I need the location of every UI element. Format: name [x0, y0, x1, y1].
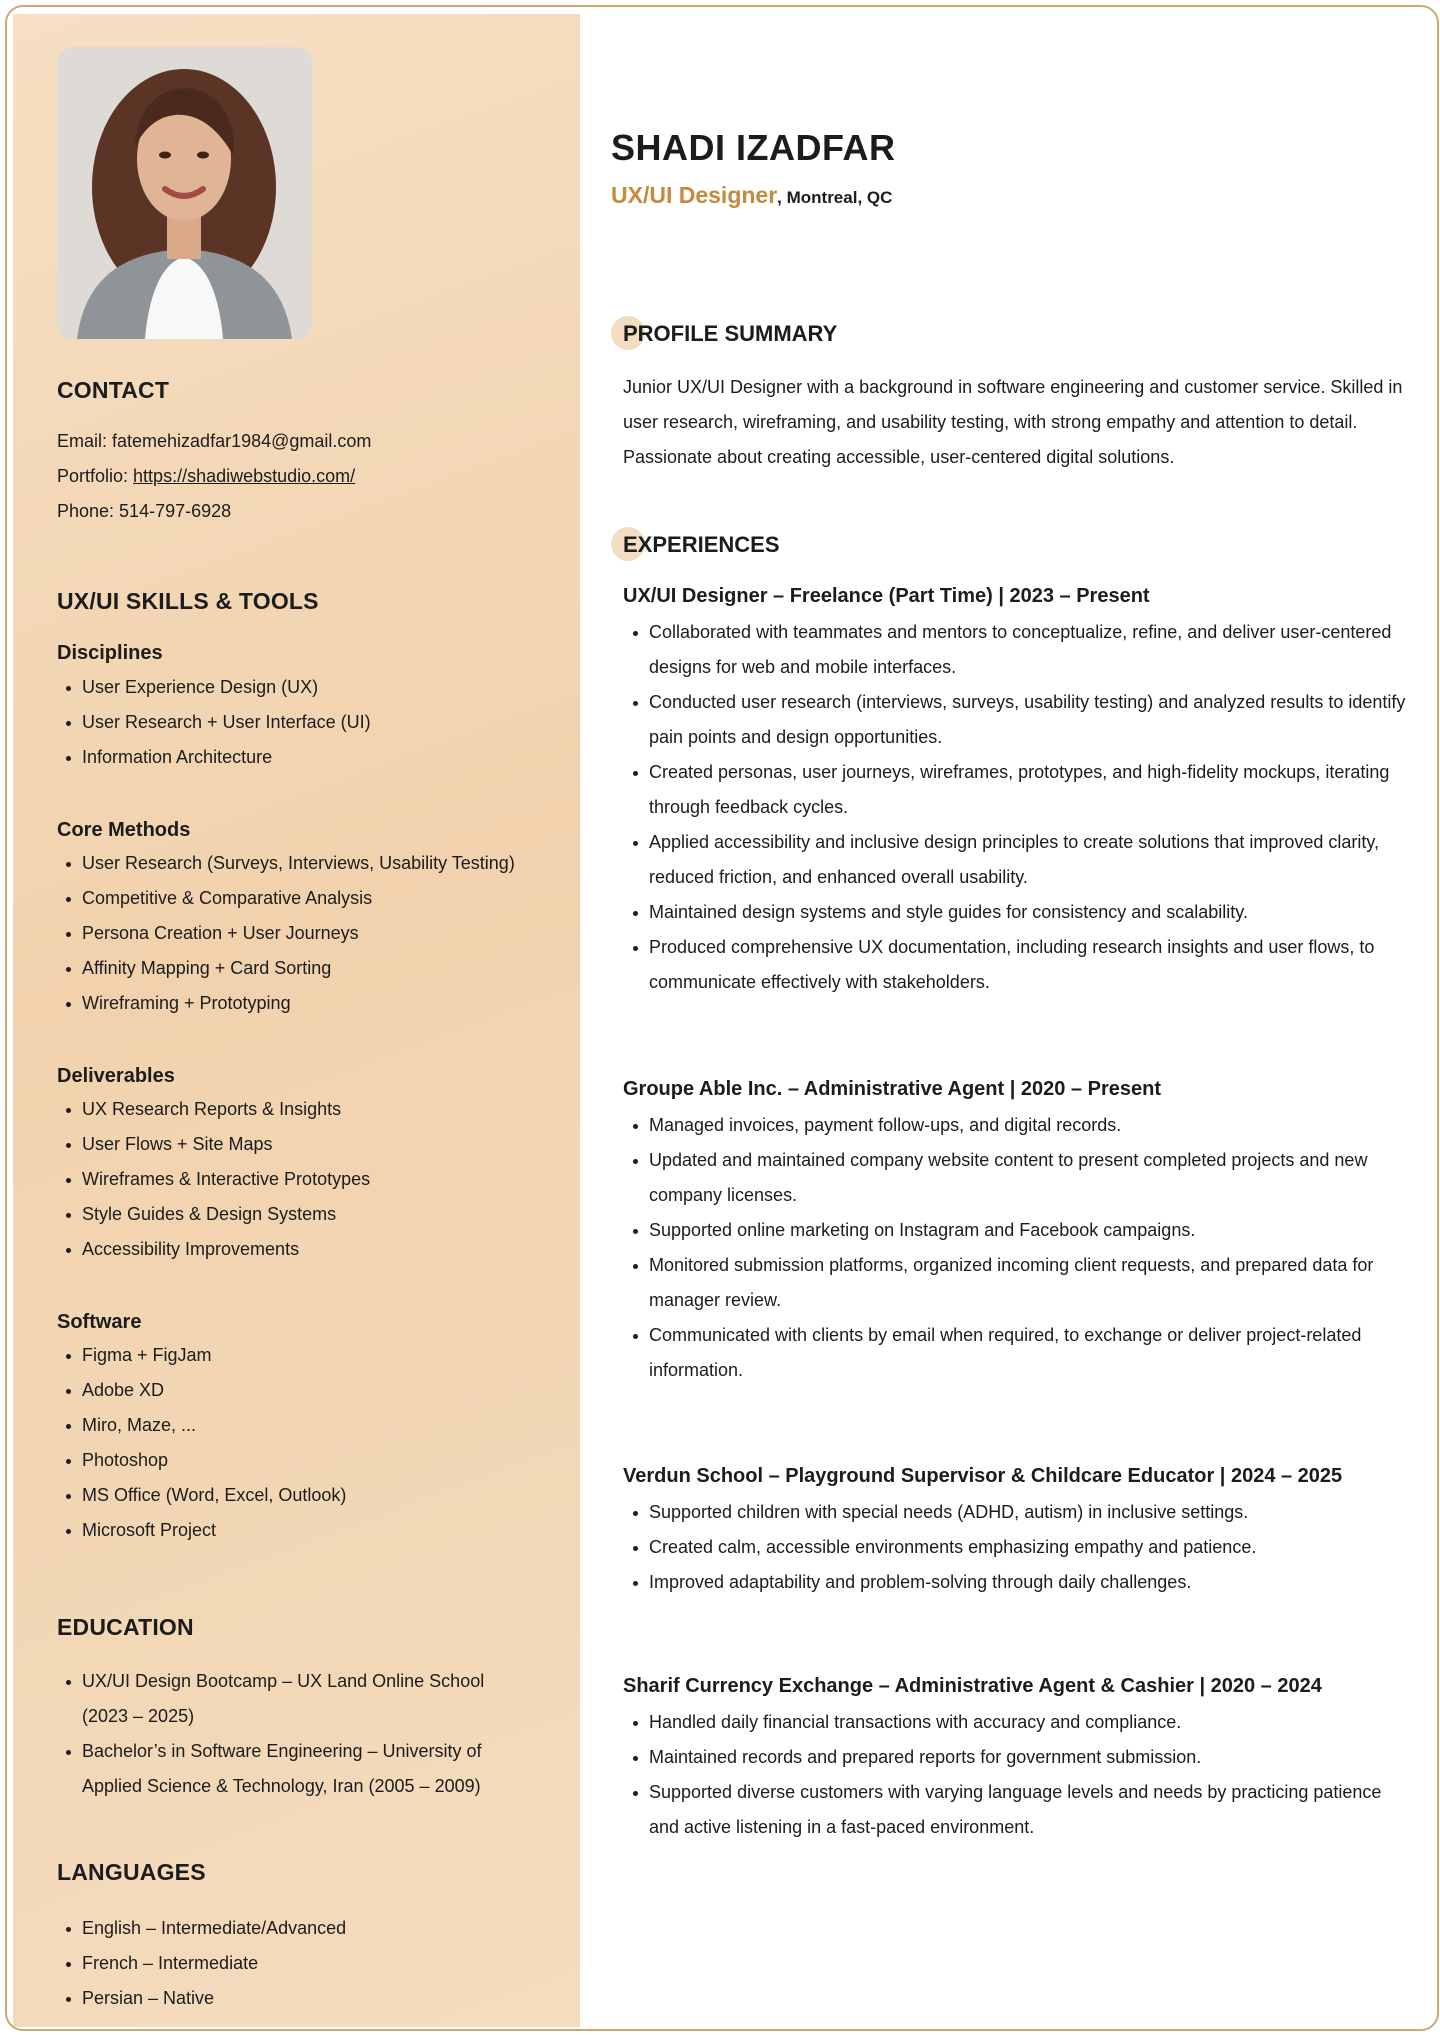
list-item: Bachelor’s in Software Engineering – University of Applied Science & Technology, Iran (2005 – 2009) [57, 1734, 527, 1804]
list-item: Created personas, user journeys, wireframes, prototypes, and high-fidelity mockups, iterating through feedback cycles. [623, 755, 1413, 825]
list-item: Conducted user research (interviews, surveys, usability testing) and analyzed results to identify pain points and design opportunities. [623, 685, 1413, 755]
candidate-location: , Montreal, QC [777, 188, 893, 207]
job-bullets [623, 615, 1413, 1000]
experiences-heading [611, 532, 780, 558]
job-heading: Groupe Able Inc. – Administrative Agent | 2020 – Present [623, 1078, 1161, 1100]
list-item: French – Intermediate [57, 1946, 346, 1981]
list-item: Maintained records and prepared reports for government submission. [623, 1740, 1413, 1775]
list-item: English – Intermediate/Advanced [57, 1911, 346, 1946]
languages-heading: LANGUAGES [57, 1859, 206, 1885]
list-item: Updated and maintained company website content to present completed projects and new company licenses. [623, 1143, 1413, 1213]
section-title: PROFILE SUMMARY [623, 321, 838, 346]
section-title: EXPERIENCES [623, 532, 780, 557]
list-item: Adobe XD [57, 1373, 346, 1408]
job-heading: UX/UI Designer – Freelance (Part Time) | 2023 – Present [623, 585, 1150, 607]
candidate-name: SHADI IZADFAR [611, 127, 896, 168]
list-item: Applied accessibility and inclusive design principles to create solutions that improved clarity, reduced friction, and enhanced overall usability. [623, 825, 1413, 895]
list-item: Wireframing + Prototyping [57, 986, 515, 1021]
deliverables-list [57, 1092, 370, 1267]
list-item: UX Research Reports & Insights [57, 1092, 370, 1127]
deliverables-heading: Deliverables [57, 1065, 175, 1087]
list-item: Handled daily financial transactions with accuracy and compliance. [623, 1705, 1413, 1740]
job-bullets [623, 1495, 1413, 1600]
list-item: Produced comprehensive UX documentation, including research insights and user flows, to communicate effectively with stakeholders. [623, 930, 1413, 1000]
list-item: Miro, Maze, ... [57, 1408, 346, 1443]
contact-phone: Phone: 514-797-6928 [57, 501, 232, 521]
job-bullets [623, 1108, 1413, 1388]
contact-email: Email: fatemehizadfar1984@gmail.com [57, 431, 372, 451]
list-item: Communicated with clients by email when required, to exchange or deliver project-related information. [623, 1318, 1413, 1388]
core-methods-list [57, 846, 515, 1021]
list-item: User Experience Design (UX) [57, 670, 371, 705]
list-item: Information Architecture [57, 740, 371, 775]
profile-summary-heading [611, 321, 837, 347]
portfolio-link[interactable]: https://shadiwebstudio.com/ [133, 466, 356, 486]
list-item: Managed invoices, payment follow-ups, and digital records. [623, 1108, 1413, 1143]
contact-heading: CONTACT [57, 377, 170, 403]
list-item: Microsoft Project [57, 1513, 346, 1548]
sidebar [13, 14, 580, 2027]
list-item: MS Office (Word, Excel, Outlook) [57, 1478, 346, 1513]
contact-portfolio [57, 466, 355, 487]
profile-photo [57, 47, 312, 339]
languages-list [57, 1911, 346, 2016]
education-heading: EDUCATION [57, 1614, 194, 1640]
list-item: Style Guides & Design Systems [57, 1197, 370, 1232]
list-item: User Research (Surveys, Interviews, Usability Testing) [57, 846, 515, 881]
list-item: Persona Creation + User Journeys [57, 916, 515, 951]
list-item: Photoshop [57, 1443, 346, 1478]
candidate-role [611, 182, 892, 209]
list-item: Supported online marketing on Instagram and Facebook campaigns. [623, 1213, 1413, 1248]
list-item: Competitive & Comparative Analysis [57, 881, 515, 916]
list-item: Maintained design systems and style guides for consistency and scalability. [623, 895, 1413, 930]
list-item: User Research + User Interface (UI) [57, 705, 371, 740]
disciplines-list [57, 670, 371, 775]
disciplines-heading: Disciplines [57, 642, 163, 664]
list-item: Supported children with special needs (ADHD, autism) in inclusive settings. [623, 1495, 1413, 1530]
list-item: Monitored submission platforms, organized incoming client requests, and prepared data for manager review. [623, 1248, 1413, 1318]
resume-page [5, 5, 1439, 2031]
list-item: Collaborated with teammates and mentors to conceptualize, refine, and deliver user-centered designs for web and mobile interfaces. [623, 615, 1413, 685]
list-item: Supported diverse customers with varying language levels and needs by practicing patience and active listening in a fast-paced environment. [623, 1775, 1413, 1845]
education-list [57, 1664, 527, 1804]
list-item: User Flows + Site Maps [57, 1127, 370, 1162]
list-item: Improved adaptability and problem-solving through daily challenges. [623, 1565, 1413, 1600]
list-item: Persian – Native [57, 1981, 346, 2016]
job-heading: Sharif Currency Exchange – Administrative Agent & Cashier | 2020 – 2024 [623, 1675, 1322, 1697]
profile-summary-text: Junior UX/UI Designer with a background in software engineering and customer service. Skilled in user research, wireframing, and usability testing, with strong empathy and attention to detail. Passionate about creating accessible, user-centered digital solutions. [623, 377, 1403, 467]
list-item: Created calm, accessible environments emphasizing empathy and patience. [623, 1530, 1413, 1565]
list-item: UX/UI Design Bootcamp – UX Land Online School (2023 – 2025) [57, 1664, 527, 1734]
job-bullets [623, 1705, 1413, 1845]
role-title: UX/UI Designer [611, 182, 778, 208]
list-item: Accessibility Improvements [57, 1232, 370, 1267]
software-list [57, 1338, 346, 1548]
list-item: Figma + FigJam [57, 1338, 346, 1373]
list-item: Affinity Mapping + Card Sorting [57, 951, 515, 986]
job-heading: Verdun School – Playground Supervisor & Childcare Educator | 2024 – 2025 [623, 1465, 1343, 1487]
core-methods-heading: Core Methods [57, 819, 191, 841]
list-item: Wireframes & Interactive Prototypes [57, 1162, 370, 1197]
portfolio-label: Portfolio: [57, 466, 134, 486]
software-heading: Software [57, 1311, 142, 1333]
skills-heading: UX/UI SKILLS & TOOLS [57, 588, 319, 614]
